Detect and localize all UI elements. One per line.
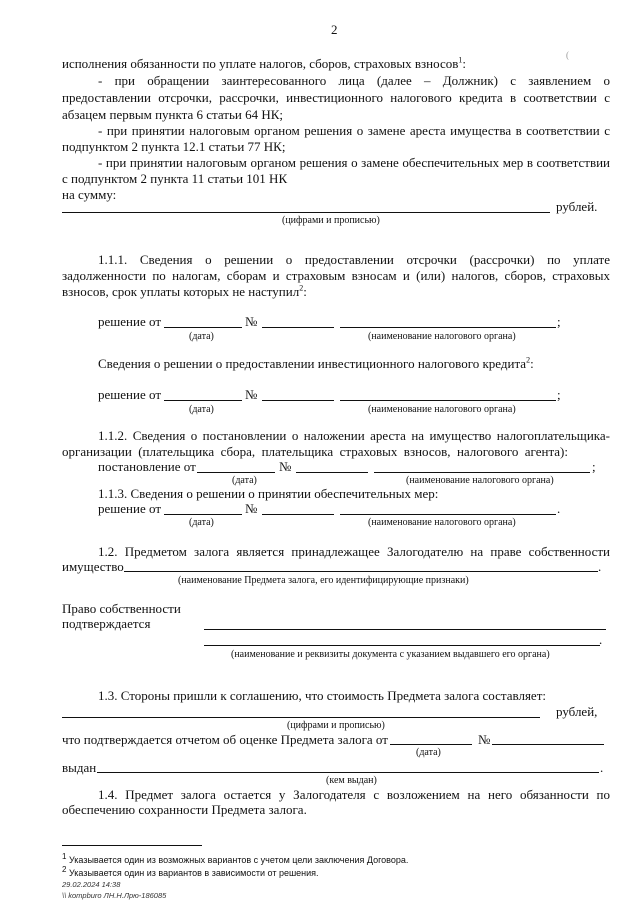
tax-authority-caption: (наименование налогового органа) bbox=[368, 517, 516, 528]
report-number-field[interactable] bbox=[492, 744, 604, 745]
document-id: \\ kompburo ЛН.Н.Лрю-186085 bbox=[62, 891, 167, 900]
scan-mark: ( bbox=[566, 50, 569, 60]
decision-number-field[interactable] bbox=[262, 514, 334, 515]
pledge-subject-field[interactable] bbox=[124, 571, 598, 572]
section-1-1-2-line-1: 1.1.2. Сведения о постановлении о наложении ареста на имущество налогоплательщика- bbox=[98, 428, 610, 443]
intro-line: исполнения обязанности по уплате налогов, сборов, страховых взносов$^1$: bbox=[62, 55, 466, 71]
ownership-line-1: Право собственности bbox=[62, 601, 181, 616]
number-sign: № bbox=[245, 314, 258, 329]
section-1-1-1-line-1: 1.1.1. Сведения о решении о предоставлении отсрочки (рассрочки) по уплате bbox=[98, 252, 610, 267]
semicolon: ; bbox=[592, 459, 596, 474]
section-1-2-line-1: 1.2. Предметом залога является принадлежащее Залогодателю на праве собственности bbox=[98, 544, 610, 559]
section-1-1-2-line-2: организации (плательщика сбора, плательщика страховых взносов, налогового агента): bbox=[62, 444, 568, 459]
page-number: 2 bbox=[331, 22, 338, 37]
sum-caption: (цифрами и прописью) bbox=[282, 215, 380, 226]
decision-date-field[interactable] bbox=[164, 327, 242, 328]
date-caption: (дата) bbox=[189, 404, 214, 415]
ownership-caption: (наименование и реквизиты документа с указанием выдавшего его органа) bbox=[231, 649, 550, 660]
bullet-2-line-2: подпунктом 2 пункта 12.1 статьи 77 НК; bbox=[62, 139, 286, 154]
resolution-number-field[interactable] bbox=[296, 472, 368, 473]
section-1-1-3-heading: 1.1.3. Сведения о решении о принятии обеспечительных мер: bbox=[98, 486, 439, 501]
issued-label: выдан bbox=[62, 760, 97, 775]
bullet-3-line-2: с подпунктом 2 пункта 11 статьи 101 НК bbox=[62, 171, 288, 186]
bullet-3-line-1: - при принятии налоговым органом решения о замене обеспечительных мер в соответствии bbox=[98, 155, 610, 170]
resolution-label: постановление от bbox=[98, 459, 196, 474]
footnote-separator bbox=[62, 845, 202, 846]
report-text: что подтверждается отчетом об оценке Предмета залога от bbox=[62, 732, 388, 747]
issued-by-caption: (кем выдан) bbox=[326, 775, 377, 786]
report-date-caption: (дата) bbox=[416, 747, 441, 758]
period: . bbox=[557, 501, 561, 516]
ownership-document-field-1[interactable] bbox=[204, 629, 606, 630]
invest-credit-heading: Сведения о решении о предоставлении инвестиционного налогового кредита$^2$: bbox=[98, 355, 534, 371]
bullet-1-line-1: - при обращении заинтересованного лица (далее – Должник) с заявлением о bbox=[98, 73, 610, 88]
decision-number-field[interactable] bbox=[262, 327, 334, 328]
tax-authority-field[interactable] bbox=[340, 400, 556, 401]
footnote-1: $^1$ Указывается один из возможных вариантов с учетом цели заключения Договора. bbox=[62, 852, 409, 865]
number-sign: № bbox=[245, 387, 258, 402]
date-caption: (дата) bbox=[189, 517, 214, 528]
decision-number-field[interactable] bbox=[262, 400, 334, 401]
date-caption: (дата) bbox=[232, 475, 257, 486]
bullet-1-line-3: абзацем первым пункта 6 статьи 64 НК; bbox=[62, 107, 284, 122]
bullet-1-line-2: предоставлении отсрочки, рассрочки, инвестиционного налогового кредита в соответствии с bbox=[62, 90, 610, 105]
decision-label: решение от bbox=[98, 501, 161, 516]
print-date: 29.02.2024 14:38 bbox=[62, 880, 121, 889]
value-rubles: рублей, bbox=[556, 704, 598, 719]
decision-label: решение от bbox=[98, 314, 161, 329]
pledge-subject-caption: (наименование Предмета залога, его идентифицирующие признаки) bbox=[178, 575, 469, 586]
sum-label: на сумму: bbox=[62, 187, 117, 202]
section-1-4-line-2: обеспечению сохранности Предмета залога. bbox=[62, 802, 307, 817]
ownership-line-2: подтверждается bbox=[62, 616, 151, 631]
section-1-1-1-line-2: задолженности по налогам, сборам и страховым взносам и (или) налогов, сборов, страховых bbox=[62, 268, 610, 283]
footnote-2: $^2$ Указывается один из вариантов в зависимости от решения. bbox=[62, 865, 319, 878]
tax-authority-caption: (наименование налогового органа) bbox=[368, 404, 516, 415]
value-caption: (цифрами и прописью) bbox=[287, 720, 385, 731]
section-1-2-line-2: имущество bbox=[62, 559, 124, 574]
ownership-document-field-2[interactable] bbox=[204, 645, 600, 646]
section-1-4-line-1: 1.4. Предмет залога остается у Залогодателя с возложением на него обязанности по bbox=[98, 787, 610, 802]
number-sign: № bbox=[279, 459, 292, 474]
period: . bbox=[600, 760, 604, 775]
decision-date-field[interactable] bbox=[164, 400, 242, 401]
decision-label: решение от bbox=[98, 387, 161, 402]
tax-authority-field[interactable] bbox=[340, 327, 556, 328]
period: . bbox=[599, 632, 603, 647]
date-caption: (дата) bbox=[189, 331, 214, 342]
number-sign: № bbox=[478, 732, 491, 747]
number-sign: № bbox=[245, 501, 258, 516]
semicolon: ; bbox=[557, 314, 561, 329]
tax-authority-caption: (наименование налогового органа) bbox=[368, 331, 516, 342]
bullet-2-line-1: - при принятии налоговым органом решения о замене ареста имущества в соответствии с bbox=[98, 123, 610, 138]
semicolon: ; bbox=[557, 387, 561, 402]
section-1-3-heading: 1.3. Стороны пришли к соглашению, что стоимость Предмета залога составляет: bbox=[98, 688, 546, 703]
tax-authority-caption: (наименование налогового органа) bbox=[406, 475, 554, 486]
sum-rubles: рублей. bbox=[556, 199, 598, 214]
period: . bbox=[598, 559, 602, 574]
section-1-1-1-line-3: взносов, срок уплаты которых не наступил$^2$: bbox=[62, 283, 307, 299]
